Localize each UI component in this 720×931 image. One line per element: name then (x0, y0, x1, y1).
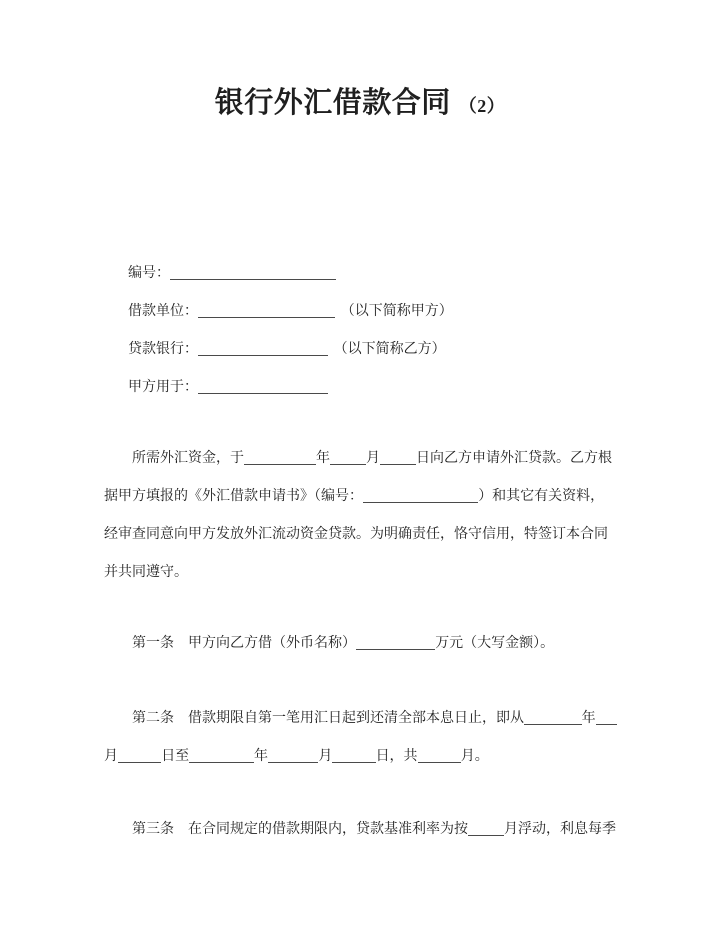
article-1-line-1: 第一条 甲方向乙方借（外币名称） 万元（大写金额）。 (132, 634, 555, 650)
blank-underline (170, 267, 336, 280)
intro-line-1: 所需外汇资金，于 年 月 日向乙方申请外汇贷款。乙方根 (132, 449, 612, 465)
article-1 (104, 623, 616, 661)
article-2-line-1: 第二条 借款期限自第一笔用汇日起到还清全部本息日止，即从 年 (104, 698, 616, 736)
field-suffix-lender: （以下简称乙方） (333, 340, 446, 356)
blank-underline (330, 452, 366, 465)
blank-underline (418, 750, 461, 763)
field-row-number (128, 253, 616, 291)
form-fields (104, 253, 616, 405)
blank-underline (198, 343, 328, 356)
field-suffix-borrower: （以下简称甲方） (340, 302, 453, 318)
intro-paragraph (104, 438, 616, 590)
blank-underline (363, 490, 478, 503)
field-row-lender (128, 329, 616, 367)
field-label-number: 编号： (128, 264, 170, 280)
field-blank-number (170, 264, 336, 280)
field-blank-lender (198, 340, 328, 356)
blank-underline (268, 750, 318, 763)
field-row-borrower (128, 291, 616, 329)
field-row-purpose (128, 367, 616, 405)
blank-underline (356, 637, 435, 650)
field-blank-purpose (198, 378, 328, 394)
field-blank-borrower (198, 302, 335, 318)
blank-underline (468, 823, 504, 836)
article-2 (104, 698, 616, 774)
intro-line-4: 并共同遵守。 (104, 563, 188, 579)
field-label-borrower: 借款单位： (128, 302, 198, 318)
article-3-line-1: 第三条 在合同规定的借款期限内，贷款基准利率为按 月浮动，利息每季 (132, 820, 616, 836)
blank-underline (189, 750, 254, 763)
article-2-line-2: 月 日至 年 月 日，共 月。 (104, 747, 489, 763)
blank-underline (524, 712, 582, 725)
blank-underline (380, 452, 416, 465)
blank-underline (332, 750, 375, 763)
blank-underline (244, 452, 316, 465)
intro-line-3: 经审查同意向甲方发放外汇流动资金贷款。为明确责任，恪守信用，特签订本合同 (104, 525, 608, 541)
intro-line-2: 据甲方填报的《外汇借款申请书》（编号： ）和其它有关资料， (104, 487, 605, 503)
blank-underline (118, 750, 161, 763)
title-text: 银行外汇借款合同 (214, 87, 451, 119)
blank-underline (198, 305, 335, 318)
blank-underline (596, 712, 618, 725)
title-number: （2） (458, 96, 506, 116)
article-3 (104, 809, 616, 847)
document-title (104, 0, 616, 124)
field-label-purpose: 甲方用于： (128, 378, 198, 394)
field-label-lender: 贷款银行： (128, 340, 198, 356)
blank-underline (198, 381, 328, 394)
